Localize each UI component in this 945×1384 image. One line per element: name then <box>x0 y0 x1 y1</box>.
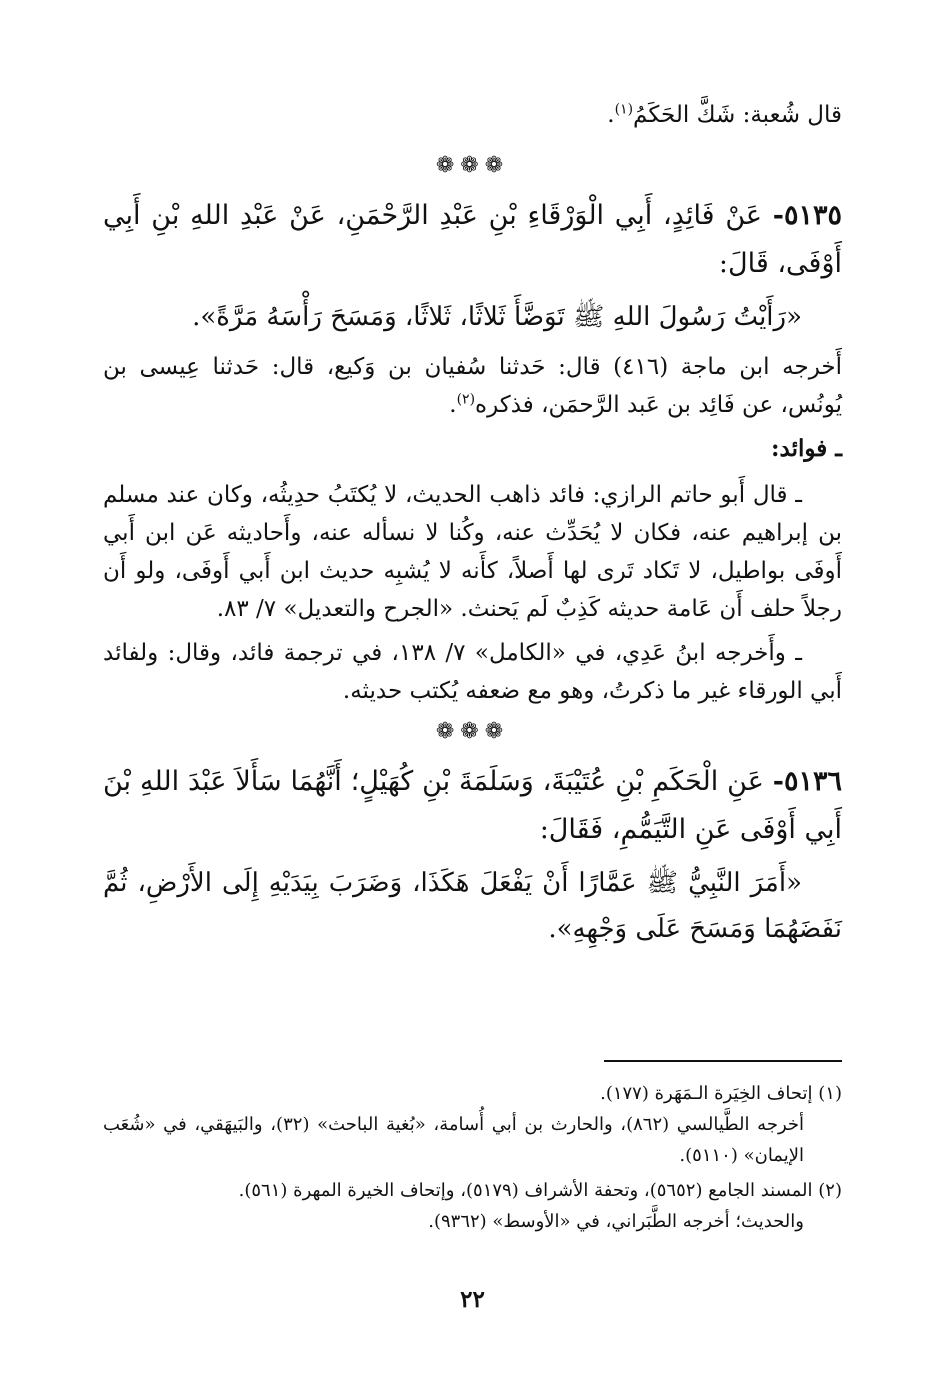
footnote-ref-1: (١) <box>614 101 634 118</box>
fawaid-heading: ـ فوائد: <box>771 435 842 462</box>
separator-stars-2: ❁❁❁ <box>435 719 510 744</box>
main-text <box>103 96 842 960</box>
hadith-5135-head <box>103 192 842 288</box>
hadith-5135-number: ٥١٣٥- <box>772 200 842 231</box>
footnote-2-detail: والحديث؛ أخرجه الطَّبَراني، في «الأوسط» (٩٣٦٢). <box>428 1211 804 1232</box>
hadith-5136-number: ٥١٣٦- <box>772 766 842 797</box>
footnotes <box>103 1078 842 1237</box>
fawaid-paragraph-1: ـ قال أَبو حاتم الرازي: فائد ذاهب الحديث، لا يُكتَبُ حدِيثُه، وكان عند مسلم بن إبراهيم عنه، فكان لا يُحَدِّث عنه، وكُنا لا نسأله عنه، وأَحاديثه عَن ابن أَبي أَوفَى بواطيل، لا تَكاد تَرى لها أَصلاً، كأَنه لا يُشبِه حديث ابن أَبي أَوفَى، ولو أَن رجلاً حلف أَن عَامة حديثه كَذِبٌ لَم يَحنث. «الجرح والتعديل» ٧/ ٨٣. <box>103 482 842 622</box>
opening-line <box>103 96 842 134</box>
hadith-5136-matn: «أَمَرَ النَّبِيُّ ﷺ عَمَّارًا أَنْ يَفْعَلَ هَكَذَا، وَضَرَبَ بِيَدَيْهِ إِلَى الأَرْضِ، ثُمَّ نَفَضَهُمَا وَمَسَحَ عَلَى وَجْهِهِ». <box>103 868 842 944</box>
takhrij-end: . <box>449 392 457 418</box>
hadith-5135-takhrij <box>103 348 842 424</box>
opening-text: قال شُعبة: شَكَّ الحَكَمُ <box>633 102 842 128</box>
hadith-5136-head <box>103 758 842 854</box>
hadith-5135-isnad: عَنْ فَائِدٍ، أَبِي الْوَرْقَاءِ بْنِ عَبْدِ الرَّحْمَنِ، عَنْ عَبْدِ اللهِ بْنِ أَبِي أَوْفَى، قَالَ: <box>103 200 842 279</box>
separator-stars: ❁❁❁ <box>435 153 510 178</box>
footnote-divider <box>604 1060 842 1062</box>
footnote-1-source: (١) إتحاف الخِيَرة الـمَهَرة (١٧٧). <box>600 1083 842 1104</box>
footnote-2-source: (٢) المسند الجامع (٥٦٥٢)، وتحفة الأشراف (٥١٧٩)، وإتحاف الخيرة المهرة (٥٦١). <box>238 1180 842 1201</box>
opening-end: . <box>607 102 615 128</box>
fawaid-paragraph-2: ـ وأَخرجه ابنُ عَدِي، في «الكامل» ٧/ ١٣٨، في ترجمة فائد، وقال: ولفائد أَبي الورقاء غير ما ذكرتُ، وهو مع ضعفه يُكتب حديثه. <box>103 640 842 704</box>
takhrij-text: أَخرجه ابن ماجة (٤١٦) قال: حَدثنا سُفيان بن وَكيع، قال: حَدثنا عِيسى بن يُونُس، عن فَائِد بن عَبد الرَّحمَن، فذكره <box>103 354 842 418</box>
footnote-ref-2: (٢) <box>456 391 476 408</box>
hadith-5135-matn: «رَأَيْتُ رَسُولَ اللهِ ﷺ تَوَضَّأَ ثَلاثًا، ثَلاثًا، وَمَسَحَ رَأْسَهُ مَرَّةً». <box>192 302 802 332</box>
footnote-1-detail: أخرجه الطَّيالسي (٨٦٢)، والحارث بن أبي أُسامة، «بُغية الباحث» (٣٢)، والبَيهَقي، في «شُعَب الإيمان» (٥١١٠). <box>103 1114 804 1166</box>
page-number: ٢٢ <box>460 1286 485 1313</box>
hadith-5136-isnad: عَنِ الْحَكَمِ بْنِ عُتَيْبَةَ، وَسَلَمَةَ بْنِ كُهَيْلٍ؛ أَنَّهُمَا سَأَلاَ عَبْدَ اللهِ بْنَ أَبِي أَوْفَى عَنِ التَّيَمُّمِ، فَقَالَ: <box>103 766 842 845</box>
